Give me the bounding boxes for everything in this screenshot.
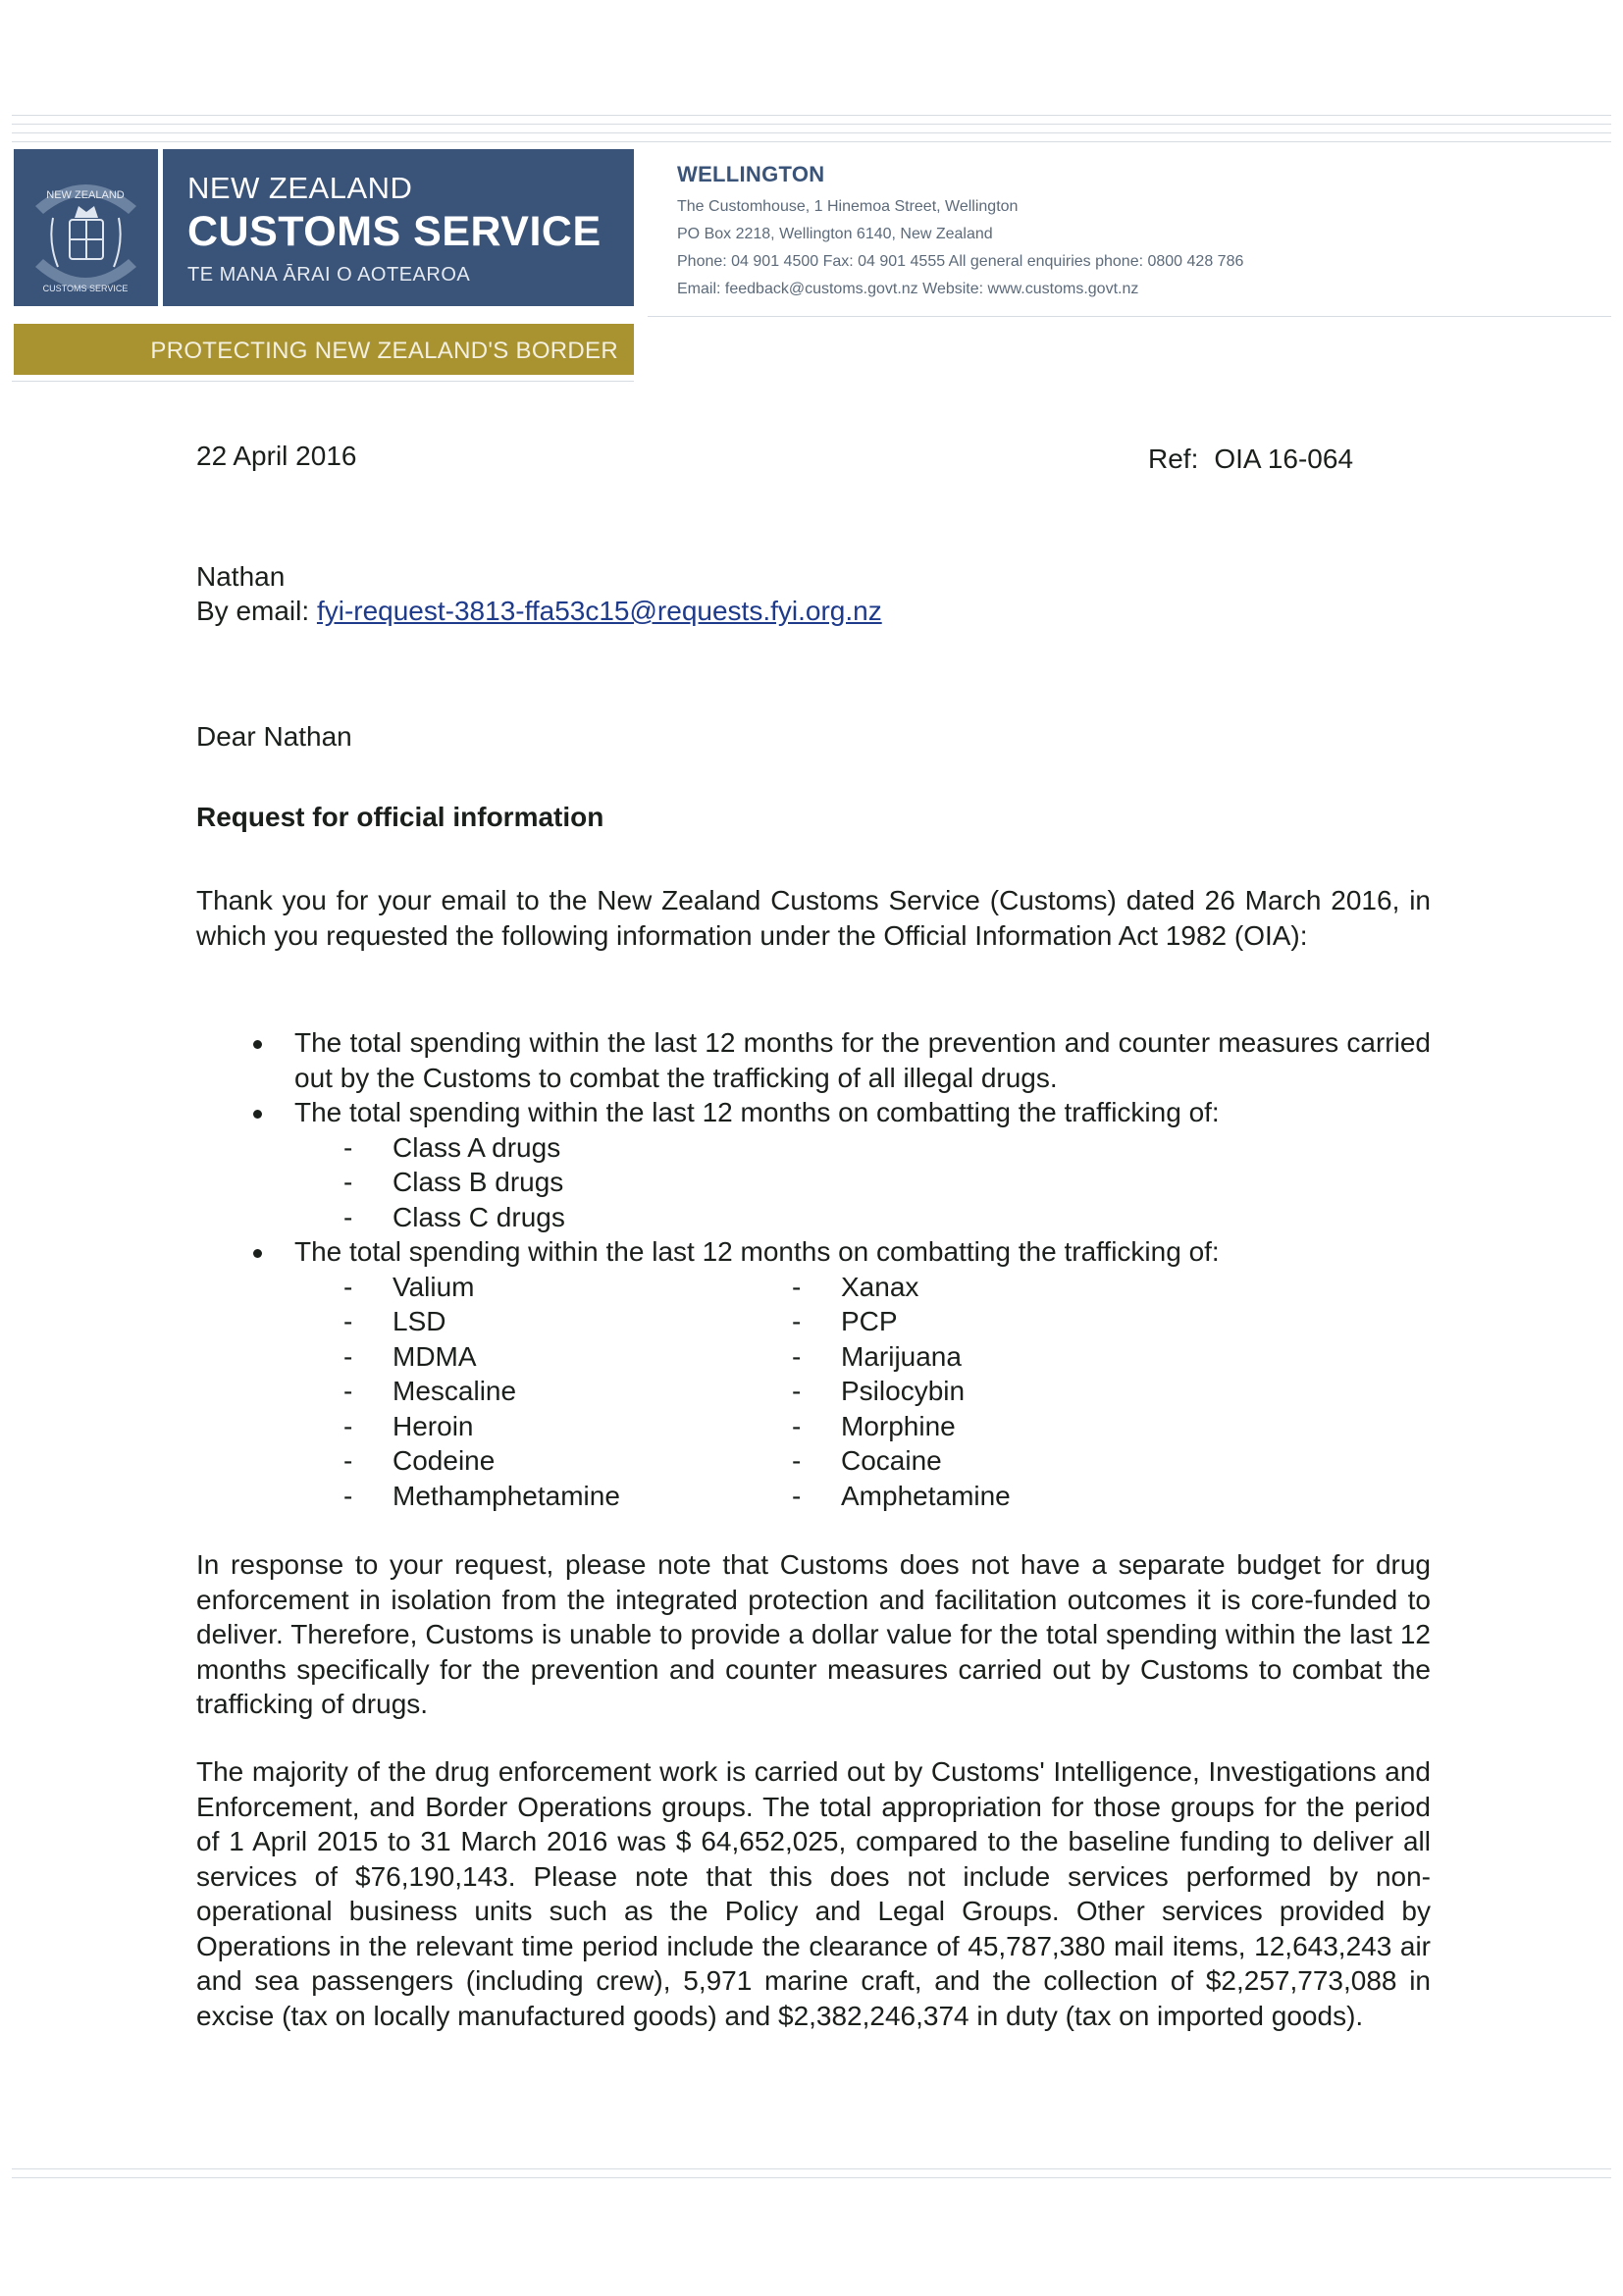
by-email-label: By email:	[196, 596, 317, 626]
contact-line: Phone: 04 901 4500 Fax: 04 901 4555 All general enquiries phone: 0800 428 786	[677, 253, 1244, 270]
coat-of-arms-icon	[14, 149, 158, 306]
list-item: - Codeine	[343, 1445, 496, 1476]
header-rule	[12, 381, 634, 382]
funding-paragraph: The majority of the drug enforcement work is carried out by Customs' Intelligence, Investigations and Enforcement, and Border Operations groups. The total appropriation for those groups for the period of 1 April 2015 to 31 March 2016 was $ 64,652,025, compared to the baseline funding to deliver all services of $76,190,143. Please note that this does not include services performed by non-operational business units such as the Policy and Legal Groups. Other services provided by Operations in the relevant time period include the clearance of 45,787,380 mail items, 12,643,243 air and sea passengers (including crew), 5,971 marine craft, and the collection of $2,257,773,088 in excise (tax on locally manufactured goods) and $2,382,246,374 in duty (tax on imported goods).	[196, 1756, 1431, 2031]
list-item: - Morphine	[792, 1410, 956, 1441]
letter-date: 22 April 2016	[196, 441, 357, 471]
list-item: - PCP	[792, 1306, 898, 1336]
recipient-name: Nathan	[196, 561, 286, 592]
brand-line-1: NEW ZEALAND	[187, 171, 413, 205]
recipient-email-link[interactable]: fyi-request-3813-ffa53c15@requests.fyi.org.nz	[316, 596, 882, 626]
office-address	[677, 162, 1243, 303]
intro-paragraph: Thank you for your email to the New Zealand Customs Service (Customs) dated 26 March 2016, in which you requested the following information under the Official Information Act 1982 (OIA):	[196, 885, 1431, 951]
list-item: - Mescaline	[343, 1376, 517, 1406]
list-item: - Xanax	[792, 1271, 919, 1302]
list-item: - Cocaine	[792, 1445, 942, 1476]
request-item: The total spending within the last 12 months on combatting the trafficking of: - Class A drugs - Class B drugs - Class C drugs	[245, 1095, 1431, 1234]
footer-rule	[12, 2168, 1611, 2169]
footer-rule	[12, 2177, 1611, 2178]
drug-list-left	[245, 1270, 694, 1514]
subject-heading: Request for official information	[196, 802, 604, 832]
reference	[1148, 442, 1353, 476]
svg-text:NEW ZEALAND: NEW ZEALAND	[46, 189, 125, 201]
list-item: - Amphetamine	[792, 1480, 1011, 1511]
address-line-1: The Customhouse, 1 Hinemoa Street, Wellington	[677, 198, 1019, 215]
list-item: - MDMA	[343, 1340, 477, 1372]
list-item: - Heroin	[343, 1410, 474, 1441]
header-rule	[12, 115, 1611, 116]
list-item: - Class B drugs	[343, 1167, 564, 1197]
brand-banner	[163, 149, 634, 306]
list-item: - LSD	[343, 1306, 446, 1336]
brand-line-3: TE MANA ĀRAI O AOTEAROA	[187, 264, 471, 286]
drug-class-list	[245, 1130, 1431, 1235]
salutation: Dear Nathan	[196, 721, 352, 752]
office-city: WELLINGTON	[677, 162, 825, 186]
list-item: - Valium	[343, 1271, 475, 1302]
list-item: - Marijuana	[792, 1340, 962, 1372]
ref-label: Ref:	[1148, 444, 1199, 474]
response-paragraph: In response to your request, please note that Customs does not have a separate budget for drug enforcement in isolation from the integrated protection and facilitation outcomes it is core-funded to deliver. Therefore, Customs is unable to provide a dollar value for the total spending within the last 12 months specifically for the prevention and counter measures carried out by Customs to combat the trafficking of drugs.	[196, 1549, 1431, 1719]
address-line-2: PO Box 2218, Wellington 6140, New Zealand	[677, 226, 993, 242]
drug-list-right	[694, 1270, 1142, 1514]
request-list	[245, 1025, 1431, 1513]
list-item: - Methamphetamine	[343, 1480, 620, 1511]
brand-line-2: CUSTOMS SERVICE	[187, 208, 602, 255]
recipient-block	[196, 559, 882, 628]
list-item: - Class C drugs	[343, 1201, 565, 1232]
drug-list	[245, 1270, 1431, 1514]
customs-crest-logo	[14, 149, 158, 306]
tagline: PROTECTING NEW ZEALAND'S BORDER	[150, 338, 618, 364]
header-rule	[12, 132, 1611, 133]
tagline-bar	[14, 324, 634, 375]
request-item: The total spending within the last 12 months for the prevention and counter measures carried out by the Customs to combat the trafficking of all illegal drugs.	[245, 1025, 1431, 1095]
list-item: - Class A drugs	[343, 1131, 561, 1163]
header-rule	[12, 141, 1611, 142]
header-rule	[12, 124, 1611, 125]
header-rule	[648, 316, 1611, 317]
svg-text:CUSTOMS SERVICE: CUSTOMS SERVICE	[42, 284, 129, 293]
web-line: Email: feedback@customs.govt.nz Website: www.customs.govt.nz	[677, 281, 1139, 297]
list-item: - Psilocybin	[792, 1376, 966, 1406]
ref-value: OIA 16-064	[1214, 444, 1354, 474]
request-item: The total spending within the last 12 months on combatting the trafficking of: - Valium - LSD - MDMA - Mescaline - Heroin - Codeine - Methamphetamine - Xanax - PCP - Marijuana - Psilocybin - Morphine - Cocaine - Amphetamine	[245, 1234, 1431, 1513]
